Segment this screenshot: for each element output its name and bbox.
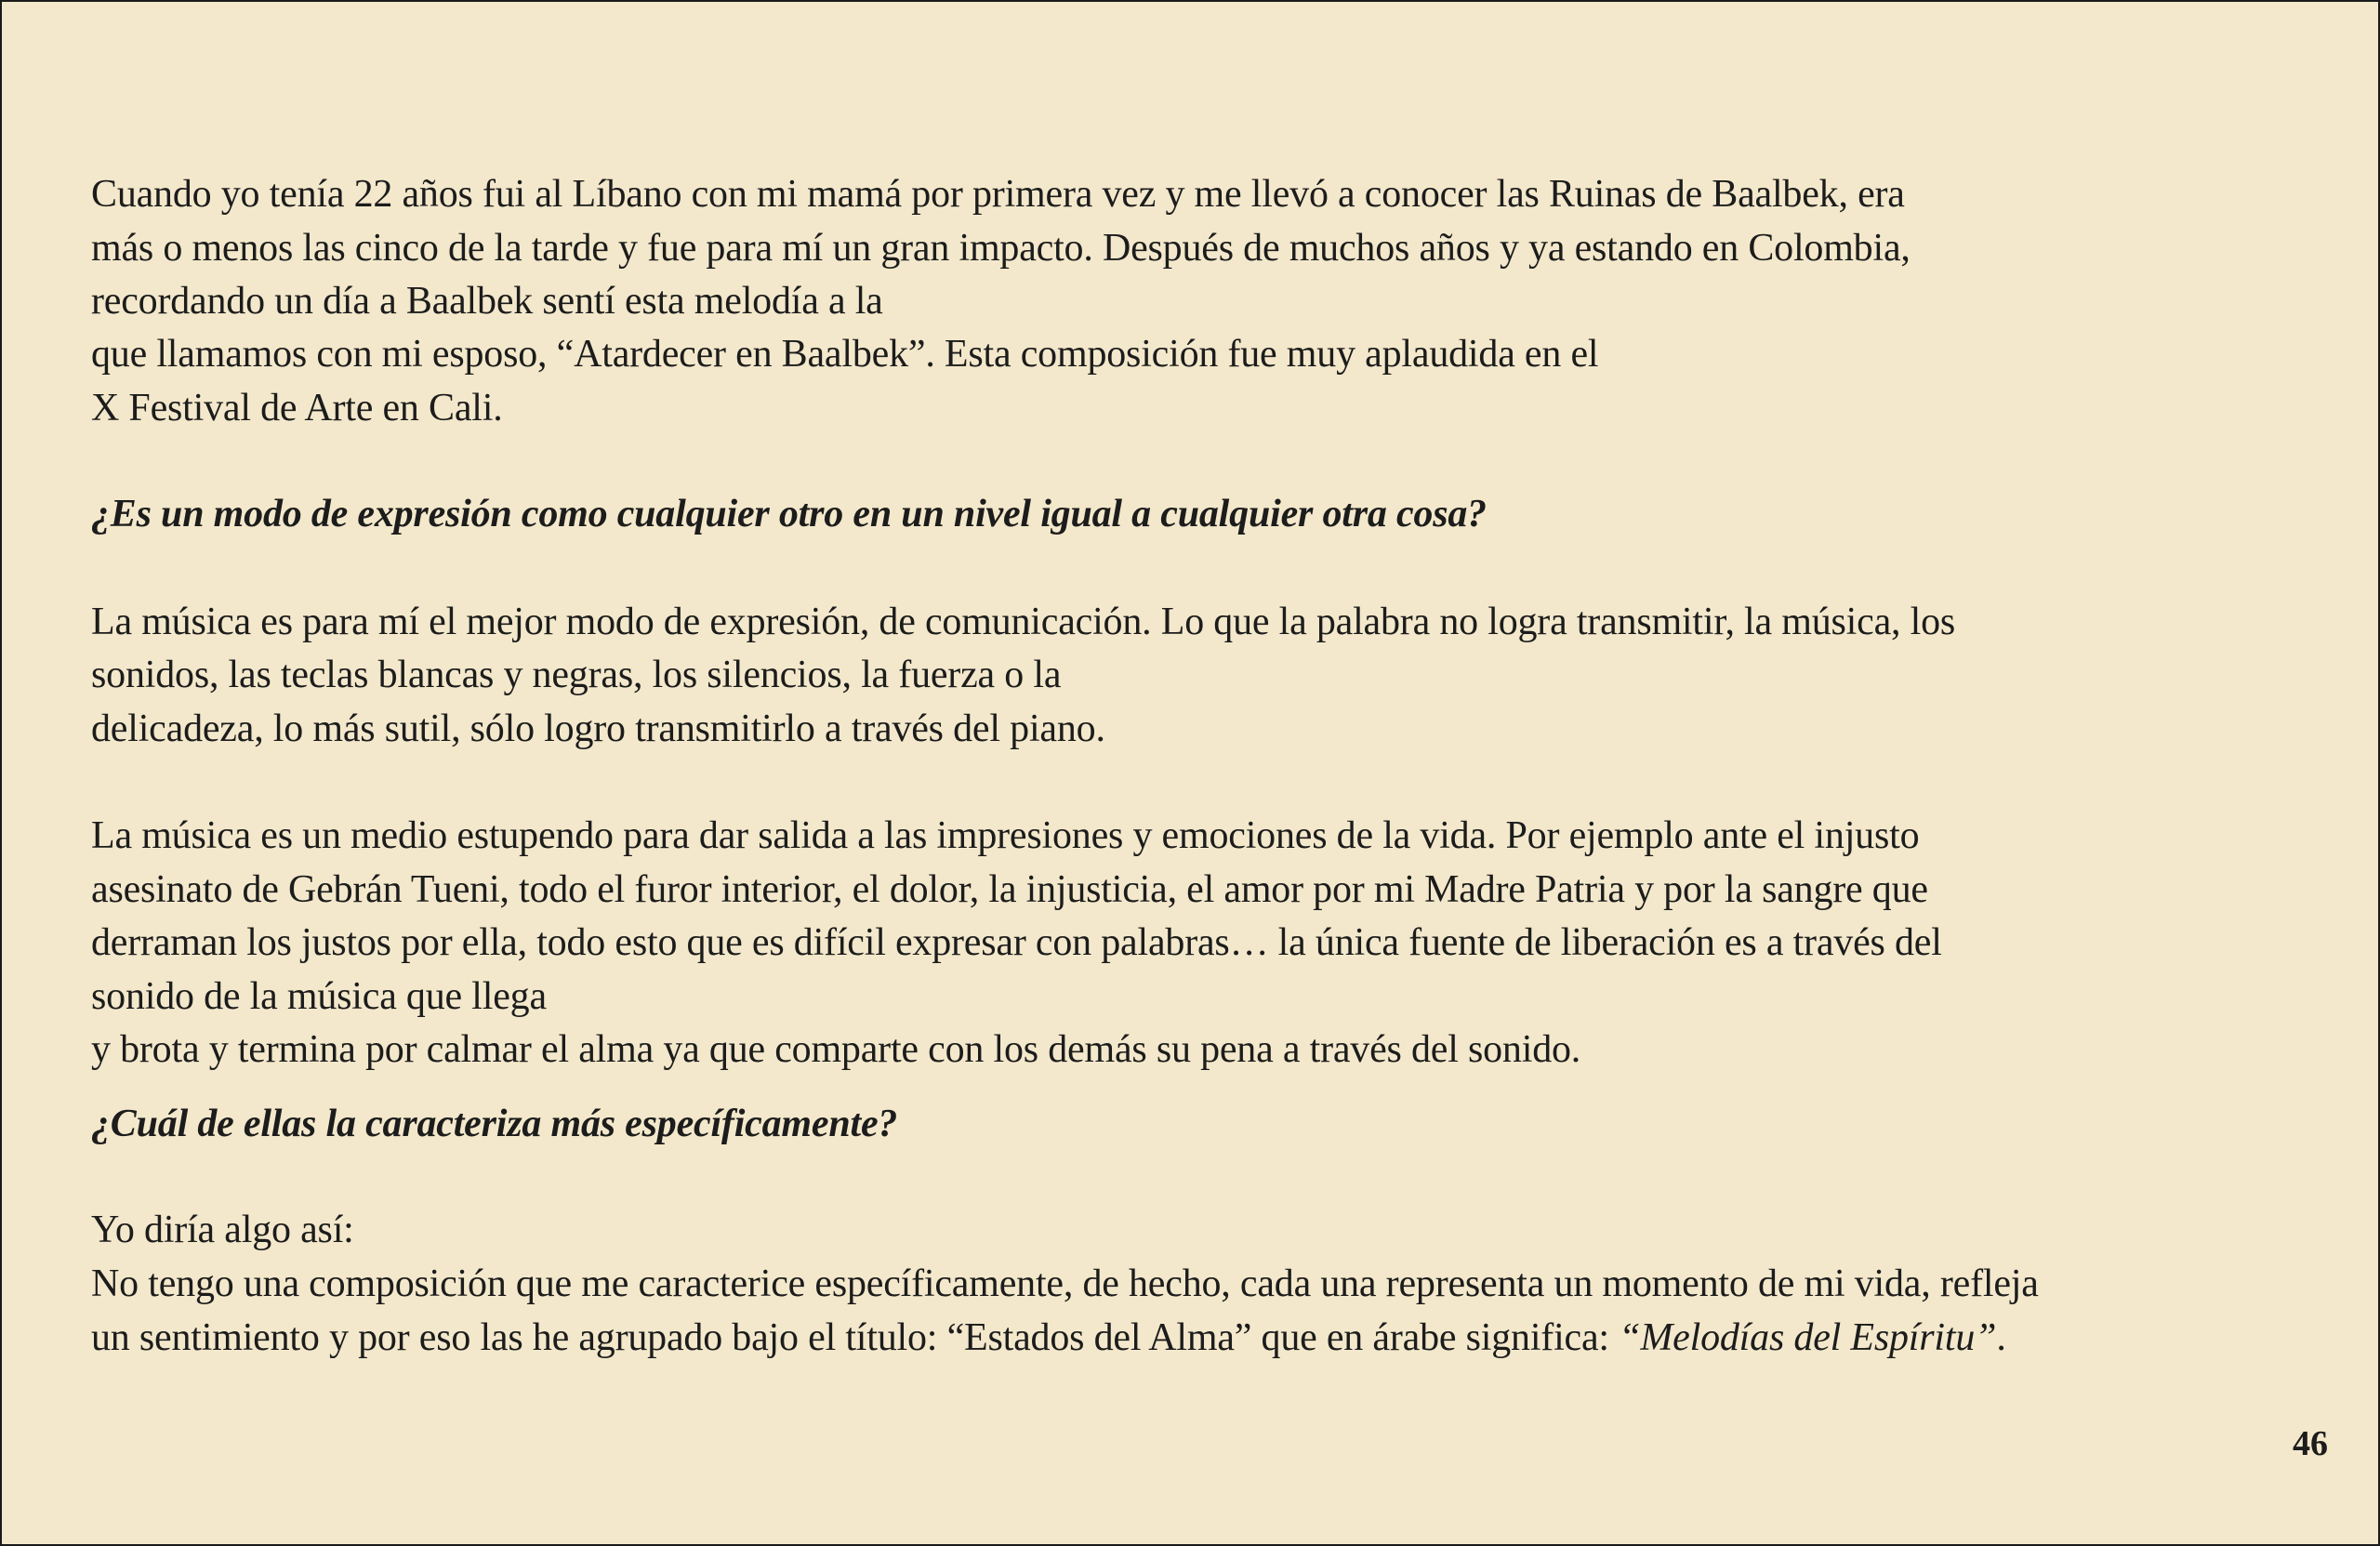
paragraph-4-line-3-end: . bbox=[1996, 1316, 2006, 1359]
paragraph-3-line-3: derraman los justos por ella, todo esto que es difícil expresar con palabras… la única fuente de liberación es a través del bbox=[91, 921, 1942, 964]
paragraph-1-line-1: Cuando yo tenía 22 años fui al Líbano con mi mamá por primera vez y me llevó a conocer las Ruinas de Baalbek, era bbox=[91, 173, 1905, 216]
page-number: 46 bbox=[2293, 1424, 2328, 1463]
paragraph-3-line-1: La música es un medio estupendo para dar salida a las impresiones y emociones de la vida. Por ejemplo ante el injusto bbox=[91, 814, 1920, 857]
paragraph-2-line-1: La música es para mí el mejor modo de expresión, de comunicación. Lo que la palabra no logra transmitir, la música, los bbox=[91, 601, 1956, 643]
paragraph-4-line-2: No tengo una composición que me caracterice específicamente, de hecho, cada una representa un momento de mi vida, refleja bbox=[91, 1262, 2039, 1305]
melodias-del-espiritu-title: “Melodías del Espíritu” bbox=[1619, 1316, 1997, 1359]
paragraph-1-line-5: X Festival de Arte en Cali. bbox=[91, 387, 503, 429]
paragraph-2-line-3: delicadeza, lo más sutil, sólo logro transmitirlo a través del piano. bbox=[91, 707, 1105, 750]
paragraph-1-line-2: más o menos las cinco de la tarde y fue para mí un gran impacto. Después de muchos años y ya estando en Colombia, bbox=[91, 227, 1911, 270]
paragraph-3-line-2: asesinato de Gebrán Tueni, todo el furor interior, el dolor, la injusticia, el amor por mi Madre Patria y por la sangre que bbox=[91, 868, 1928, 911]
paragraph-1-line-4: que llamamos con mi esposo, “Atardecer en Baalbek”. Esta composición fue muy aplaudida en el bbox=[91, 333, 1599, 376]
question-2: ¿Cuál de ellas la caracteriza más específicamente? bbox=[91, 1103, 898, 1145]
paragraph-3-line-5: y brota y termina por calmar el alma ya que comparte con los demás su pena a través del sonido. bbox=[91, 1028, 1581, 1071]
question-1: ¿Es un modo de expresión como cualquier otro en un nivel igual a cualquier otra cosa? bbox=[91, 493, 1487, 535]
paragraph-4-line-1: Yo diría algo así: bbox=[91, 1209, 354, 1251]
paragraph-2-line-2: sonidos, las teclas blancas y negras, los silencios, la fuerza o la bbox=[91, 654, 1062, 696]
paragraph-1-line-3: recordando un día a Baalbek sentí esta melodía a la bbox=[91, 280, 883, 323]
paragraph-4-line-3 bbox=[91, 1318, 2006, 1357]
paragraph-4-line-3-text: un sentimiento y por eso las he agrupado bajo el título: “Estados del Alma” que en árabe significa: bbox=[91, 1316, 1620, 1359]
paragraph-3-line-4: sonido de la música que llega bbox=[91, 975, 547, 1018]
